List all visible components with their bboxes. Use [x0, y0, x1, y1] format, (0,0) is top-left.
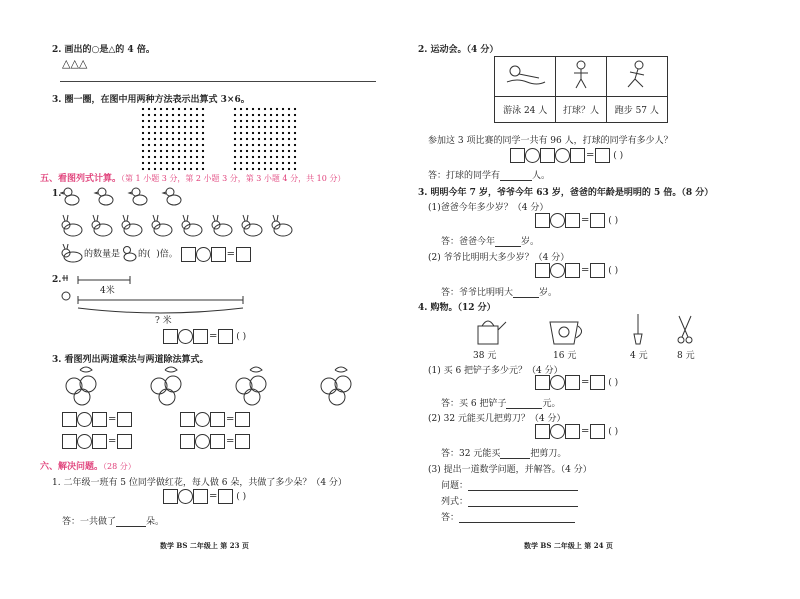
- answer-box[interactable]: [62, 412, 77, 427]
- apple-icon: [60, 364, 370, 406]
- answer-box[interactable]: [535, 213, 550, 228]
- answer-blank[interactable]: [500, 180, 532, 181]
- section5-header: [40, 171, 345, 184]
- s5q1-text2: 的(: [138, 249, 151, 260]
- s5q1-number: 1.: [52, 189, 62, 199]
- triangles: △△△: [62, 57, 88, 70]
- right-q4-eq2: = ( ): [535, 424, 618, 439]
- unit-paren: ( ): [236, 492, 247, 502]
- left-page-footer: 数学 BS 二年级上 第 23 页: [160, 541, 249, 550]
- answer-box[interactable]: [117, 434, 132, 449]
- answer-line-3: [441, 510, 575, 523]
- left-q2-text: 2. 画出的○是△的 4 倍。: [52, 45, 155, 55]
- answer-box[interactable]: [163, 329, 178, 344]
- s6q1-equation: = ( ): [163, 489, 246, 504]
- right-q2-equation: = ( ): [510, 148, 623, 163]
- right-page-footer: 数学 BS 二年级上 第 24 页: [524, 541, 613, 550]
- s5q1-equation: 的数量是 的( )倍。 =: [60, 244, 251, 264]
- s5q2-number: 2.: [52, 275, 62, 285]
- answer-box[interactable]: [570, 148, 585, 163]
- answer-box[interactable]: [211, 247, 226, 262]
- ball-cell: [556, 57, 606, 97]
- s5q1-text1: 的数量是: [84, 249, 121, 260]
- answer-blank[interactable]: [459, 522, 575, 523]
- duck-icon: [120, 244, 138, 264]
- answer-box[interactable]: [117, 412, 132, 427]
- s5q3-text: 3. 看图列出两道乘法与两道除法算式。: [52, 355, 209, 365]
- right-q4-answer2: [441, 446, 566, 459]
- rabbit-icon: [60, 244, 84, 264]
- runner-cell: [606, 57, 667, 97]
- question-line: [441, 478, 578, 491]
- formula-blank[interactable]: [468, 506, 578, 507]
- operator-circle[interactable]: [555, 148, 570, 163]
- duck-icon: [60, 186, 190, 210]
- answer-blank[interactable]: [495, 246, 521, 247]
- run-count: 跑步 57 人: [606, 97, 667, 123]
- question-blank[interactable]: [468, 490, 578, 491]
- operator-circle[interactable]: [550, 263, 565, 278]
- answer-box[interactable]: [218, 489, 233, 504]
- kettle-icon: [478, 321, 506, 344]
- cup-icon: [550, 322, 582, 344]
- answer-box[interactable]: [92, 434, 107, 449]
- shovel-icon: [634, 314, 642, 344]
- right-q4-text: 4. 购物。（12 分）: [418, 303, 496, 313]
- answer-box[interactable]: [193, 329, 208, 344]
- right-q3-part2: (2) 爷爷比明明大多少岁？（4 分）: [428, 253, 570, 263]
- answer-box[interactable]: [92, 412, 107, 427]
- sport-table: [494, 56, 668, 123]
- answer-unit: 岁。: [521, 237, 540, 247]
- answer-box[interactable]: [235, 434, 250, 449]
- right-q4-part3: (3) 提出一道数学问题，并解答。（4 分）: [428, 465, 592, 475]
- apple-eq-3: =: [62, 434, 132, 449]
- unknown-length-label: ? 米: [155, 316, 172, 326]
- answer-box[interactable]: [180, 412, 195, 427]
- s5q2-equation: = ( ): [163, 329, 246, 344]
- answer-box[interactable]: [218, 329, 233, 344]
- answer-blank[interactable]: [506, 408, 542, 409]
- scissors-icon: [678, 316, 692, 343]
- right-q3-part1: (1)爸爸今年多少岁？（4 分）: [428, 203, 549, 213]
- right-q3-answer2: [441, 285, 557, 298]
- answer-label: 答：: [441, 513, 460, 523]
- answer-blank[interactable]: [500, 458, 530, 459]
- answer-unit: 元。: [542, 399, 561, 409]
- formula-label: 列式：: [441, 497, 469, 507]
- answer-box[interactable]: [510, 148, 525, 163]
- answer-box[interactable]: [590, 424, 605, 439]
- answer-box[interactable]: [236, 247, 251, 262]
- answer-line: [60, 81, 376, 82]
- scissors-price: 8 元: [677, 351, 695, 361]
- runner-icon: [622, 60, 652, 90]
- answer-unit: 人。: [532, 171, 551, 181]
- answer-box[interactable]: [535, 375, 550, 390]
- answer-unit: 把剪刀。: [530, 449, 567, 459]
- rabbit-row: [60, 214, 310, 243]
- operator-circle[interactable]: [195, 434, 210, 449]
- apple-eq-4: =: [180, 434, 250, 449]
- right-q4-part1: (1) 买 6 把铲子多少元？（4 分）: [428, 366, 563, 376]
- answer-unit: 岁。: [539, 288, 558, 298]
- rabbit-icon: [60, 214, 310, 240]
- operator-circle[interactable]: [178, 329, 193, 344]
- operator-circle[interactable]: [196, 247, 211, 262]
- right-q4-eq1: = ( ): [535, 375, 618, 390]
- answer-box[interactable]: [565, 213, 580, 228]
- right-q4-part2: (2) 32 元能买几把剪刀？（4 分）: [428, 414, 566, 424]
- answer-prefix: 答：爸爸今年: [441, 237, 496, 247]
- snail-icon: [62, 292, 70, 300]
- right-q2-answer: [428, 168, 550, 181]
- ball-count: 打球？人: [556, 97, 606, 123]
- right-q3-text: 3. 明明今年 7 岁，爷爷今年 63 岁，爸爸的年龄是明明的 5 倍。（8 分）: [418, 188, 714, 198]
- answer-box[interactable]: [565, 424, 580, 439]
- unit-paren: ( ): [608, 378, 619, 388]
- right-q3-answer1: [441, 234, 539, 247]
- answer-box[interactable]: [540, 148, 555, 163]
- kettle-price: 38 元: [473, 351, 497, 361]
- section5-score: （第 1 小题 3 分，第 2 小题 3 分，第 3 小题 4 分，共 10 分）: [121, 174, 346, 183]
- answer-box[interactable]: [235, 412, 250, 427]
- answer-box[interactable]: [535, 263, 550, 278]
- answer-box[interactable]: [210, 434, 225, 449]
- answer-unit: 朵。: [146, 517, 165, 527]
- operator-circle[interactable]: [77, 412, 92, 427]
- answer-box[interactable]: [62, 434, 77, 449]
- answer-box[interactable]: [595, 148, 610, 163]
- dot-grid-left: [140, 106, 206, 172]
- apple-eq-2: =: [180, 412, 250, 427]
- answer-box[interactable]: [181, 247, 196, 262]
- shovel-price: 4 元: [630, 351, 648, 361]
- left-q3-text: 3. 圈一圈，在图中用两种方法表示出算式 3×6。: [52, 95, 250, 105]
- answer-blank[interactable]: [513, 297, 539, 298]
- right-q2-desc: 参加这 3 项比赛的同学一共有 96 人，打球的同学有多少人？: [428, 136, 673, 146]
- section6-header: [40, 459, 136, 472]
- answer-box[interactable]: [193, 489, 208, 504]
- section6-title: 六、解决问题。: [40, 462, 104, 472]
- operator-circle[interactable]: [525, 148, 540, 163]
- operator-circle[interactable]: [550, 424, 565, 439]
- cup-price: 16 元: [553, 351, 577, 361]
- answer-prefix: 答：打球的同学有: [428, 171, 501, 181]
- unit-paren: ( ): [236, 332, 247, 342]
- unit-paren: ( ): [608, 266, 619, 276]
- ballplayer-icon: [566, 60, 596, 90]
- shopping-items: [470, 312, 700, 348]
- right-q2-text: 2. 运动会。（4 分）: [418, 45, 499, 55]
- s6q1-answer: [62, 514, 164, 527]
- answer-box[interactable]: [590, 213, 605, 228]
- operator-circle[interactable]: [195, 412, 210, 427]
- unit-paren: ( ): [613, 151, 624, 161]
- swimmer-icon: [503, 62, 547, 88]
- ant-icon: [62, 275, 68, 281]
- swim-count: 游泳 24 人: [495, 97, 556, 123]
- answer-box[interactable]: [590, 263, 605, 278]
- duck-row: [60, 186, 190, 213]
- right-q3-eq1: = ( ): [535, 213, 618, 228]
- answer-prefix: 答：32 元能买: [441, 449, 501, 459]
- operator-circle[interactable]: [550, 213, 565, 228]
- answer-prefix: 答：买 6 把铲子: [441, 399, 507, 409]
- answer-box[interactable]: [535, 424, 550, 439]
- s5q1-text3: )倍。: [156, 249, 178, 260]
- question-label: 问题：: [441, 481, 469, 491]
- swimmer-cell: [495, 57, 556, 97]
- answer-blank[interactable]: [116, 526, 146, 527]
- answer-prefix: 答：爷爷比明明大: [441, 288, 514, 298]
- formula-line: [441, 494, 578, 507]
- section5-title: 五、看图列式计算。: [40, 174, 122, 184]
- answer-box[interactable]: [565, 263, 580, 278]
- unit-paren: ( ): [608, 216, 619, 226]
- answer-box[interactable]: [565, 375, 580, 390]
- length-label: 4米: [100, 286, 115, 296]
- operator-circle[interactable]: [178, 489, 193, 504]
- operator-circle[interactable]: [77, 434, 92, 449]
- answer-box[interactable]: [163, 489, 178, 504]
- operator-circle[interactable]: [550, 375, 565, 390]
- answer-box[interactable]: [590, 375, 605, 390]
- answer-prefix: 答：一共做了: [62, 517, 117, 527]
- right-q4-answer1: [441, 396, 560, 409]
- dot-grid-right: [232, 106, 298, 172]
- s6q1-text: 1. 二年级一班有 5 位同学做红花，每人做 6 朵，共做了多少朵？（4 分）: [52, 478, 347, 488]
- section6-score: （28 分）: [103, 462, 136, 471]
- right-q3-eq2: = ( ): [535, 263, 618, 278]
- apple-eq-1: =: [62, 412, 132, 427]
- answer-box[interactable]: [210, 412, 225, 427]
- answer-box[interactable]: [180, 434, 195, 449]
- unit-paren: ( ): [608, 427, 619, 437]
